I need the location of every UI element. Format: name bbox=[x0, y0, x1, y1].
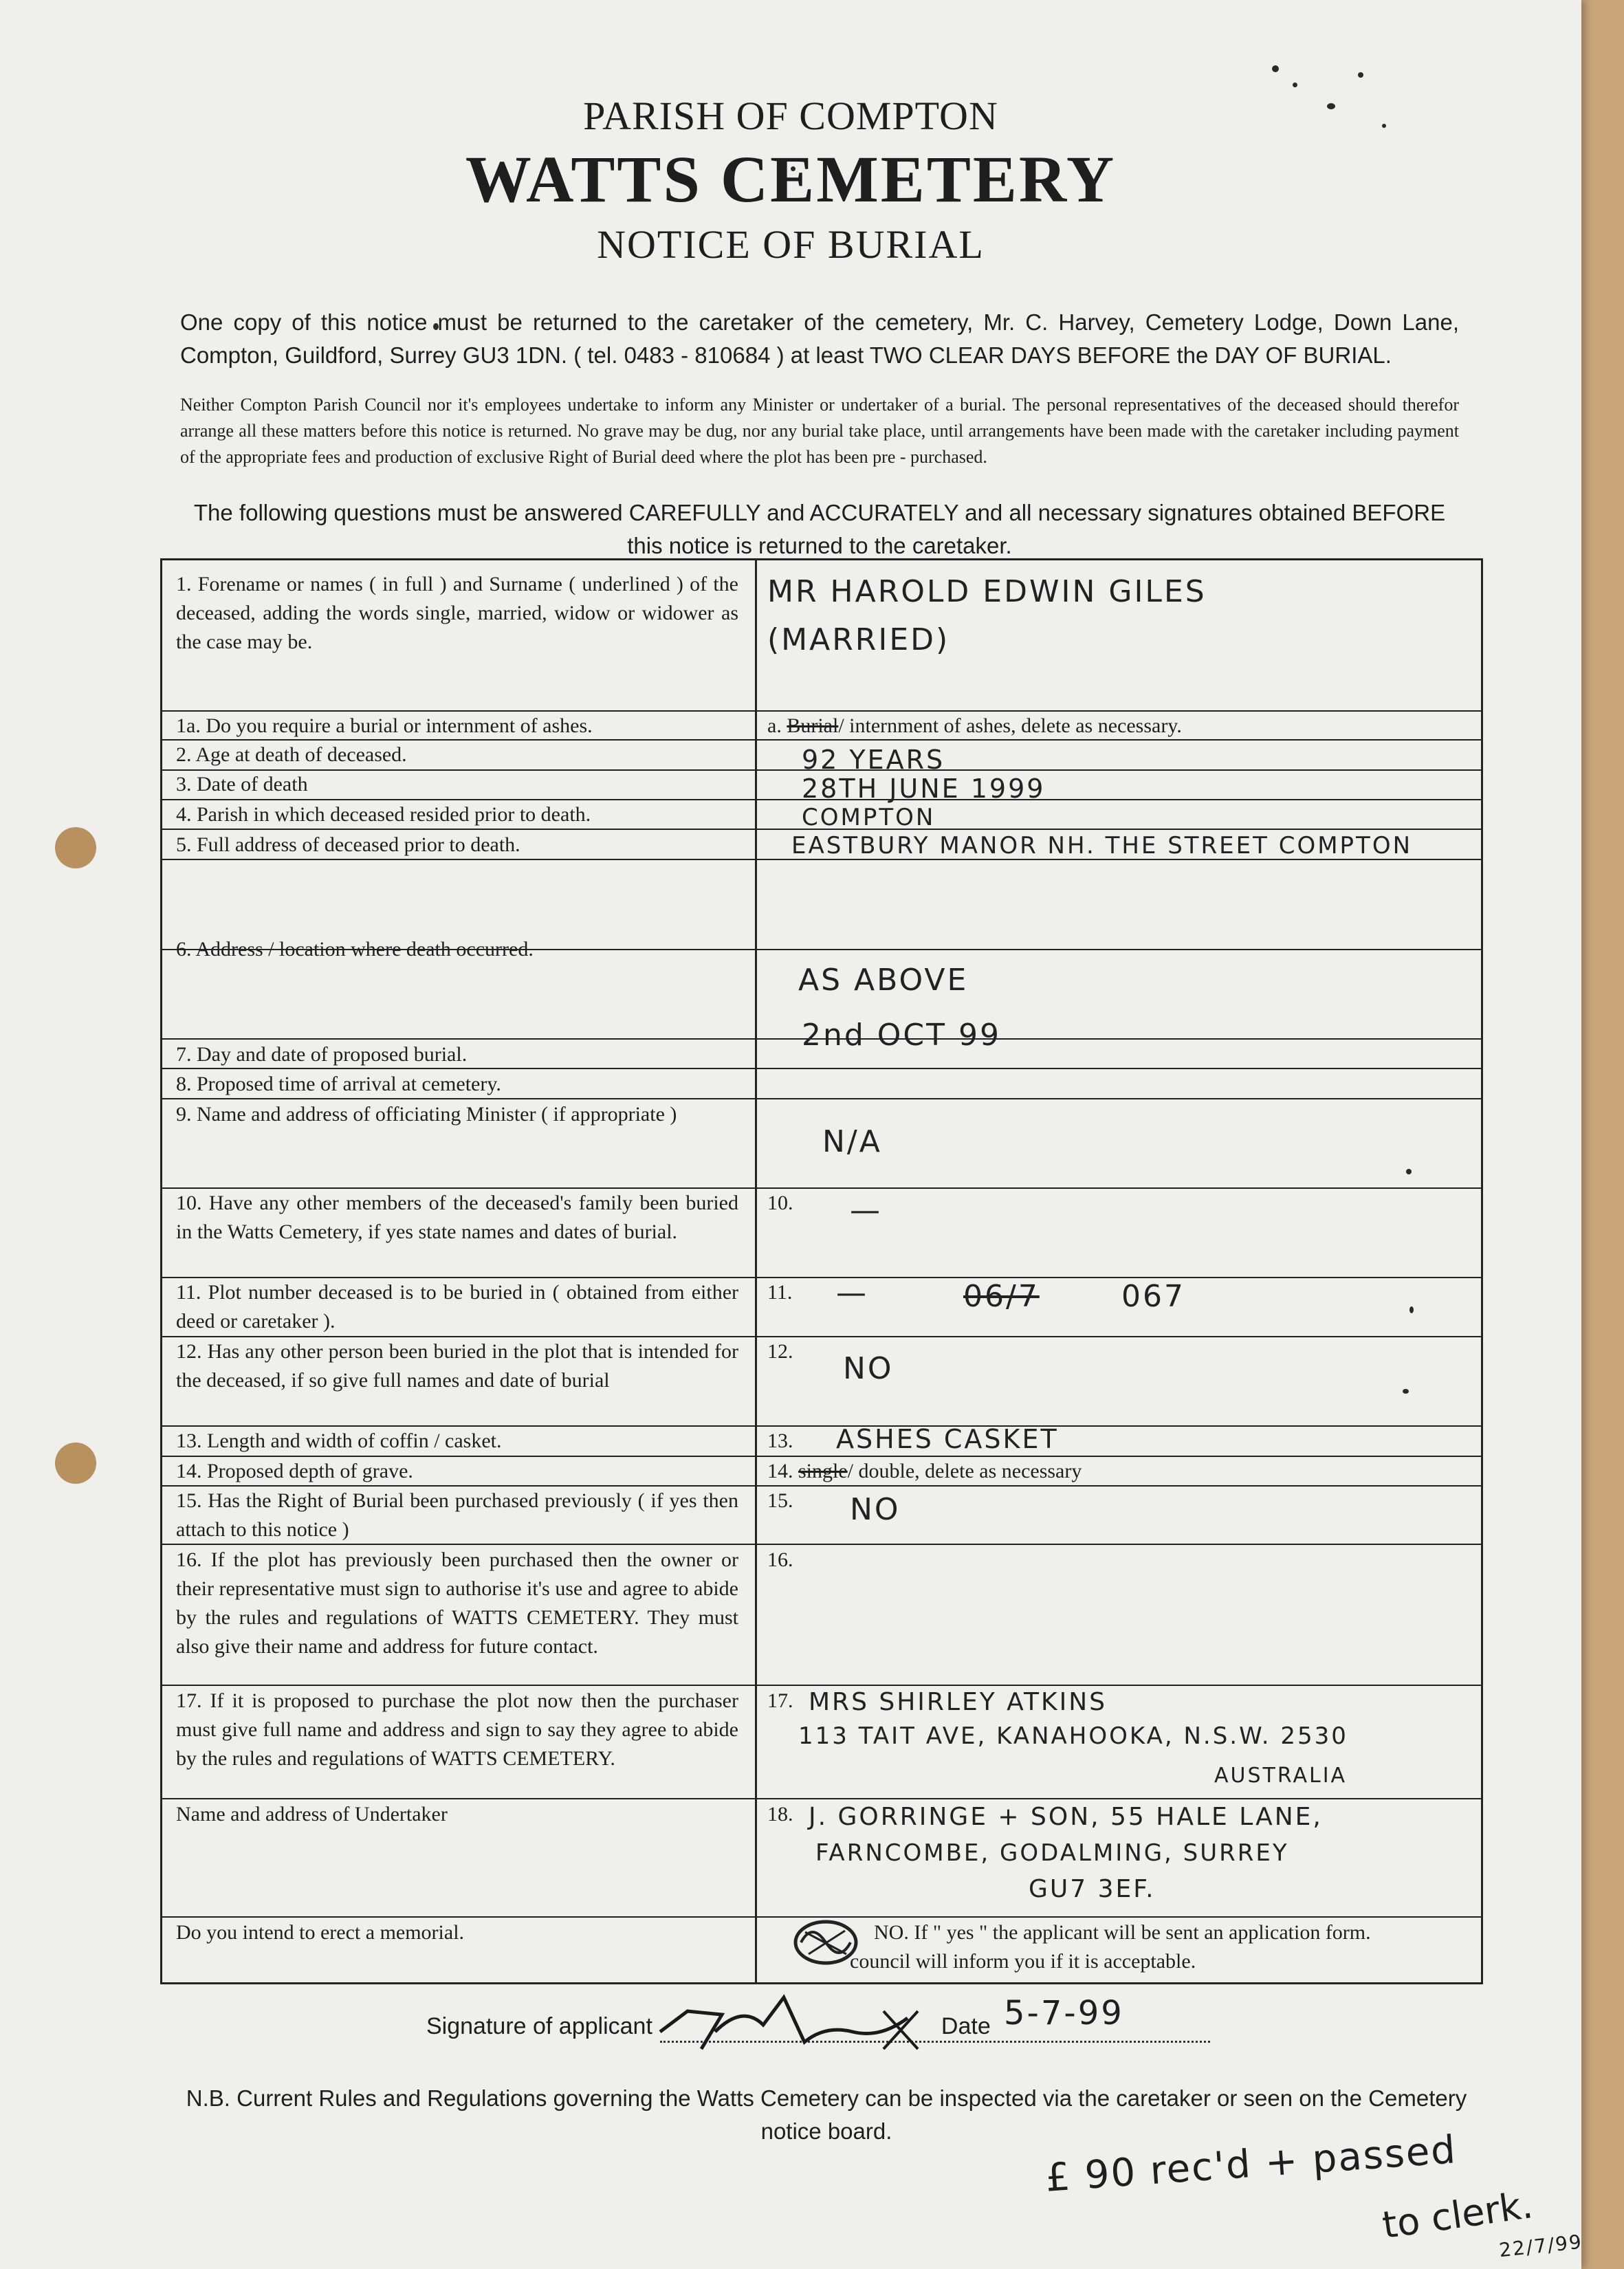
column-divider bbox=[755, 560, 757, 1982]
hw-payment-note-2: to clerk. bbox=[1379, 2183, 1536, 2247]
hw-undertaker-line2: FARNCOMBE, GODALMING, SURREY bbox=[815, 1839, 1289, 1867]
row-divider bbox=[162, 1798, 1481, 1799]
hw-payment-date: 22/7/99 bbox=[1497, 2230, 1584, 2262]
hw-minister: N/A bbox=[822, 1124, 882, 1159]
hw-purchaser-country: AUSTRALIA bbox=[1214, 1764, 1348, 1788]
hw-date-of-death: 28TH JUNE 1999 bbox=[802, 774, 1046, 804]
hw-coffin: ASHES CASKET bbox=[836, 1424, 1059, 1454]
question-9: 9. Name and address of officiating Minister ( if appropriate ) bbox=[176, 1103, 677, 1126]
punch-hole bbox=[55, 1443, 96, 1484]
burial-struck: Burial bbox=[787, 714, 839, 737]
question-11: 11. Plot number deceased is to be buried in ( obtained from either deed or caretaker ). bbox=[176, 1281, 738, 1333]
hw-burial-date: 2nd OCT 99 bbox=[802, 1018, 1002, 1053]
answer-16-number: 16. bbox=[767, 1548, 793, 1571]
answer-14-rest: / double, delete as necessary bbox=[847, 1460, 1082, 1482]
hw-purchaser-name: MRS SHIRLEY ATKINS bbox=[809, 1688, 1107, 1716]
burial-form-table bbox=[160, 558, 1483, 1984]
hw-undertaker-line1: J. GORRINGE + SON, 55 HALE LANE, bbox=[809, 1803, 1323, 1831]
question-12: 12. Has any other person been buried in the plot that is intended for the deceased, if so give full names and date of burial bbox=[176, 1340, 738, 1392]
hw-right-of-burial: NO bbox=[850, 1492, 901, 1527]
answer-15-number: 15. bbox=[767, 1489, 793, 1512]
hw-plot-number: 067 bbox=[1121, 1279, 1185, 1314]
question-2: 2. Age at death of deceased. bbox=[176, 743, 407, 766]
question-1a: 1a. Do you require a burial or internment of ashes. bbox=[176, 714, 593, 737]
signature-label: Signature of applicant bbox=[426, 2013, 652, 2039]
answer-14-number: 14. bbox=[767, 1460, 793, 1482]
hw-death-location: AS ABOVE bbox=[798, 963, 969, 998]
signature-date: 5-7-99 bbox=[1004, 1994, 1124, 2032]
date-label: Date bbox=[941, 2013, 991, 2039]
question-undertaker: Name and address of Undertaker bbox=[176, 1803, 448, 1826]
punch-hole bbox=[55, 827, 96, 868]
answer-1a-rest: / internment of ashes, delete as necessary. bbox=[838, 714, 1182, 737]
question-4: 4. Parish in which deceased resided prior to death. bbox=[176, 803, 591, 826]
scribble-mark bbox=[778, 1911, 874, 1973]
ink-speck bbox=[1293, 83, 1297, 87]
nb-note: N.B. Current Rules and Regulations governing the Watts Cemetery can be inspected via the caretaker or seen on the Cemetery notice board. bbox=[186, 2085, 1467, 2144]
answer-17-number: 17. bbox=[767, 1689, 793, 1712]
question-13: 13. Length and width of coffin / casket. bbox=[176, 1429, 502, 1452]
question-7: 7. Day and date of proposed burial. bbox=[176, 1043, 468, 1066]
instruction-paragraph: The following questions must be answered CAREFULLY and ACCURATELY and all necessary signatures obtained BEFORE this notice is returned to the caretaker. bbox=[193, 500, 1446, 558]
question-8: 8. Proposed time of arrival at cemetery. bbox=[176, 1073, 501, 1095]
hw-plot-dash: — bbox=[836, 1275, 868, 1311]
question-3: 3. Date of death bbox=[176, 773, 308, 796]
question-10: 10. Have any other members of the deceased's family been buried in the Watts Cemetery, if yes state names and dates of burial. bbox=[176, 1192, 738, 1243]
hw-family: — bbox=[850, 1193, 882, 1228]
answer-10-number: 10. bbox=[767, 1192, 793, 1214]
question-15: 15. Has the Right of Burial been purchased previously ( if yes then attach to this notice ) bbox=[176, 1489, 738, 1541]
parish-title: PARISH OF COMPTON bbox=[583, 94, 998, 138]
memorial-answer bbox=[874, 1918, 1479, 1947]
question-memorial: Do you intend to erect a memorial. bbox=[176, 1921, 465, 1944]
applicant-signature bbox=[646, 1984, 949, 2059]
answer-1a-printed: a. Burial/ internment of ashes, delete as necessary. bbox=[767, 714, 1182, 737]
question-17: 17. If it is proposed to purchase the plot now then the purchaser must give full name and address and sign to say they agree to abide by the rules and regulations of WATTS CEMETERY. bbox=[176, 1689, 738, 1770]
hw-other-person: NO bbox=[843, 1351, 894, 1386]
memorial-note-2: council will inform you if it is acceptable. bbox=[850, 1950, 1196, 1973]
hw-plot-struck: 06/7 bbox=[963, 1279, 1040, 1314]
answer-11-number: 11. bbox=[767, 1281, 793, 1304]
intro-paragraph: One copy of this notice must be returned to the caretaker of the cemetery, Mr. C. Harvey, Cemetery Lodge, Down Lane, Compton, Guildford, Surrey GU3 1DN. ( tel. 0483 - 810684 ) at least TWO CLEAR DAYS BEFORE the DAY OF BURIAL. bbox=[180, 309, 1459, 368]
question-14: 14. Proposed depth of grave. bbox=[176, 1460, 413, 1482]
answer-14-printed bbox=[767, 1457, 1469, 1486]
question-6: 6. Address / location where death occurred. bbox=[176, 938, 534, 961]
answer-13-number: 13. bbox=[767, 1429, 793, 1452]
fine-print-paragraph: Neither Compton Parish Council nor it's employees undertake to inform any Minister or undertaker of a burial. The personal representatives of the deceased should therefor arrange all these matters before this notice is returned. No grave may be dug, nor any burial take place, until arrangements have been made with the caretaker including payment of the appropriate fees and production of exclusive Right of Burial deed where the plot has been pre - purchased. bbox=[180, 395, 1459, 467]
hw-address: EASTBURY MANOR NH. THE STREET COMPTON bbox=[791, 832, 1413, 859]
memorial-note: If " yes " the applicant will be sent an application form. bbox=[914, 1921, 1371, 1944]
question-1: 1. Forename or names ( in full ) and Surname ( underlined ) of the deceased, adding the words single, married, widow or widower as the case may be. bbox=[176, 573, 738, 653]
answer-18-number: 18. bbox=[767, 1803, 793, 1826]
hw-purchaser-address: 113 TAIT AVE, KANAHOOKA, N.S.W. 2530 bbox=[798, 1722, 1348, 1750]
hw-age: 92 YEARS bbox=[802, 745, 945, 775]
ink-speck bbox=[1272, 65, 1279, 72]
memorial-no: NO. bbox=[874, 1921, 909, 1944]
answer-12-number: 12. bbox=[767, 1340, 793, 1363]
question-16: 16. If the plot has previously been purchased then the owner or their representative must sign to authorise it's use and agree to abide by the rules and regulations of WATTS CEMETERY. They must also give their name and address for future contact. bbox=[176, 1548, 738, 1658]
hw-parish: COMPTON bbox=[802, 804, 936, 831]
hw-undertaker-line3: GU7 3EF. bbox=[1029, 1875, 1156, 1903]
hw-deceased-name: MR HAROLD EDWIN GILES bbox=[767, 574, 1207, 609]
ink-speck bbox=[1358, 72, 1363, 78]
single-struck: single bbox=[798, 1460, 848, 1482]
row-divider bbox=[162, 1685, 1481, 1686]
hw-payment-note: £ 90 rec'd + passed bbox=[1044, 2127, 1458, 2201]
question-5: 5. Full address of deceased prior to death. bbox=[176, 833, 520, 856]
hw-marital-status: (MARRIED) bbox=[767, 622, 950, 657]
cemetery-title: WATTS CEMETERY bbox=[465, 142, 1117, 216]
notice-title: NOTICE OF BURIAL bbox=[597, 222, 985, 267]
